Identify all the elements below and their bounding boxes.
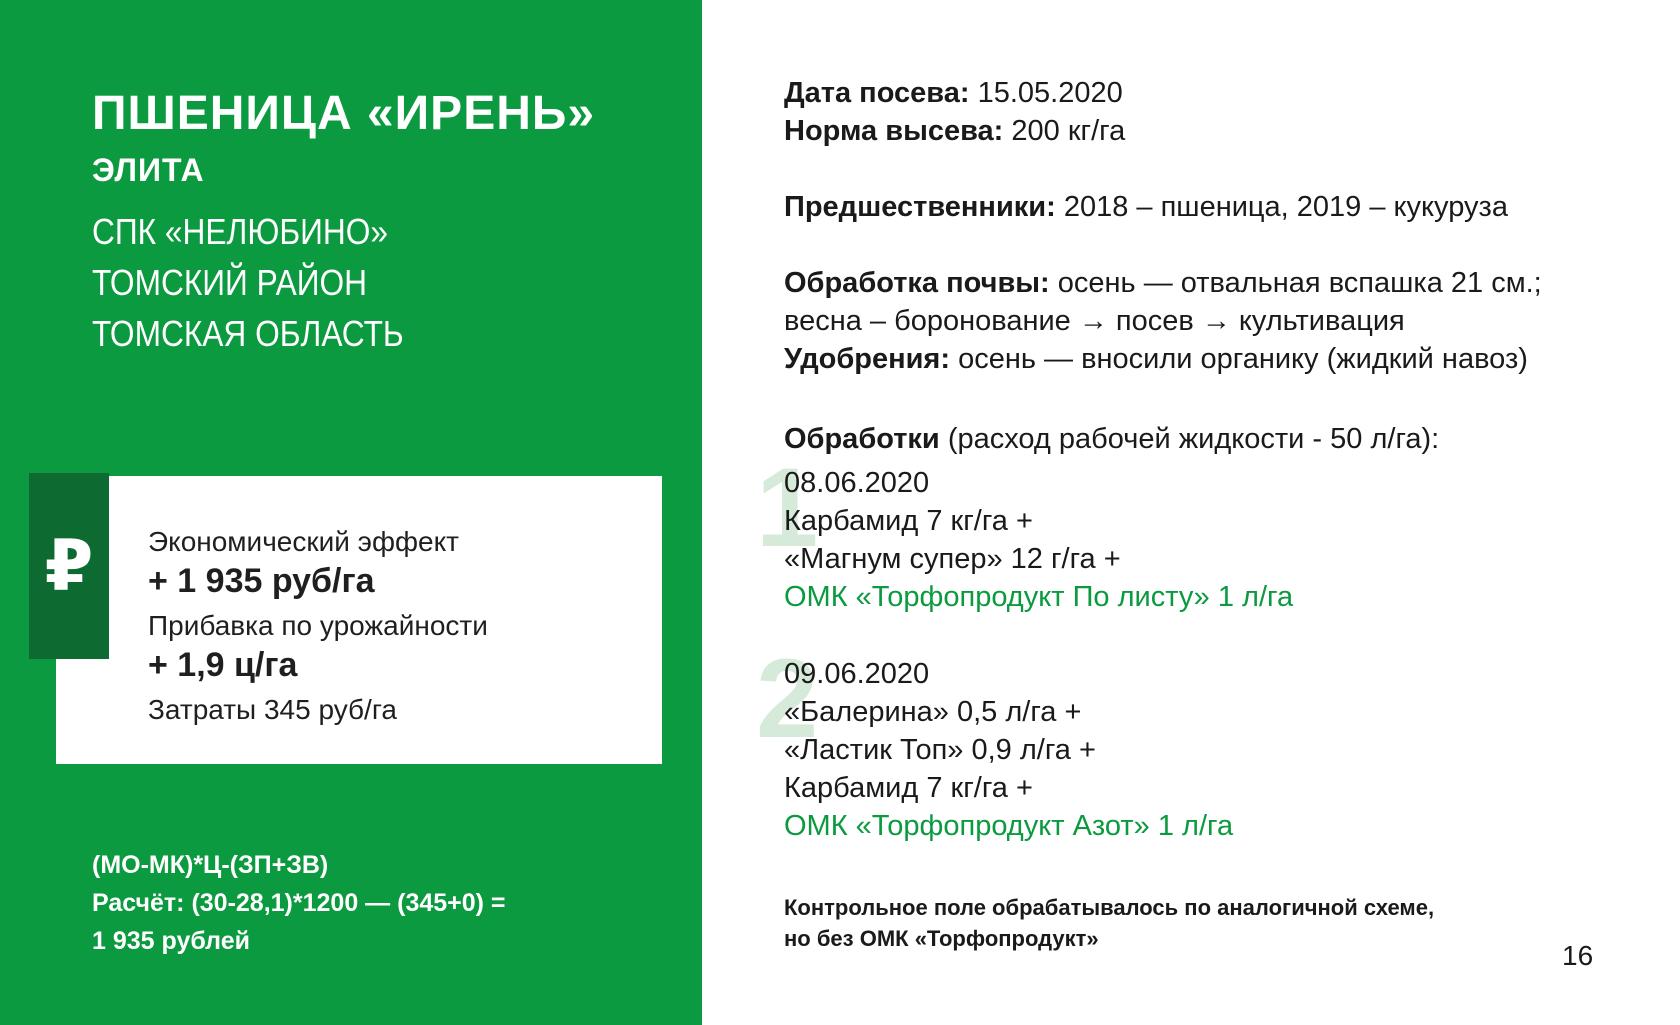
treatments-label: Обработки [784, 423, 940, 455]
predecessors [784, 188, 1644, 226]
step-highlight-product: ОМК «Торфопродукт Азот» 1 л/га [784, 810, 1234, 842]
economic-effect-content [148, 524, 648, 728]
sowing-date [784, 74, 1644, 112]
fertilizers-value: осень — вносили органику (жидкий навоз) [950, 343, 1528, 375]
variety-class: ЭЛИТА [92, 152, 205, 188]
step-date: 08.06.2020 [784, 467, 930, 499]
soil-treatment-value: осень — отвальная вспашка 21 см.; [1049, 267, 1542, 299]
treatment-step-2 [756, 636, 1644, 845]
treatment-step-1 [756, 445, 1644, 616]
seeding-rate-label: Норма высева: [784, 115, 1004, 147]
step-number: 1 [756, 445, 819, 570]
predecessors-value: 2018 – пшеница, 2019 – кукуруза [1055, 191, 1508, 223]
sowing-date-label: Дата посева: [784, 77, 970, 109]
step-date: 09.06.2020 [784, 658, 930, 690]
treatments-value: (расход рабочей жидкости - 50 л/га): [939, 423, 1440, 455]
organization-info [92, 206, 446, 359]
ruble-icon: ₽ [44, 527, 94, 605]
page-title: ПШЕНИЦА «ИРЕНЬ» [92, 87, 596, 140]
predecessors-label: Предшественники: [784, 191, 1056, 223]
treatments-heading [784, 420, 1644, 458]
formula-line: Расчёт: (30-28,1)*1200 — (345+0) = [92, 889, 506, 917]
step-product: Карбамид 7 кг/га + [784, 505, 1033, 537]
formula-line: 1 935 рублей [92, 927, 250, 955]
yield-value: + 1,9 ц/га [148, 646, 298, 684]
seeding-rate [784, 112, 1644, 150]
sowing-date-value: 15.05.2020 [969, 77, 1123, 109]
soil-treatment-spring: весна – боронование → посев → культивация [784, 305, 1405, 337]
cost-text: Затраты 345 руб/га [148, 694, 398, 725]
page-number: 16 [1562, 940, 1594, 971]
soil-treatment-label: Обработка почвы: [784, 267, 1050, 299]
fertilizers [784, 340, 1644, 378]
district-name: ТОМСКИЙ РАЙОН [92, 262, 368, 303]
seeding-rate-value: 200 кг/га [1003, 115, 1126, 147]
note-line: Контрольное поле обрабатывалось по аналогичной схеме, [784, 895, 1435, 920]
soil-treatment [784, 264, 1644, 302]
region-name: ТОМСКАЯ ОБЛАСТЬ [92, 313, 404, 354]
step-product: «Ластик Топ» 0,9 л/га + [784, 734, 1096, 766]
fertilizers-label: Удобрения: [784, 343, 951, 375]
step-product: Карбамид 7 кг/га + [784, 772, 1033, 804]
details-section [756, 74, 1644, 845]
left-panel [0, 0, 702, 1025]
yield-label: Прибавка по урожайности [148, 610, 488, 641]
step-product: «Магнум супер» 12 г/га + [784, 543, 1121, 575]
economic-effect-box [56, 476, 662, 764]
step-product: «Балерина» 0,5 л/га + [784, 696, 1082, 728]
control-field-note [784, 892, 1434, 954]
formula-line: (МО-МК)*Ц-(ЗП+ЗВ) [92, 851, 329, 879]
ruble-badge [29, 473, 109, 659]
calculation-formula [92, 846, 506, 960]
step-number: 2 [756, 636, 819, 761]
organization-name: СПК «НЕЛЮБИНО» [92, 211, 389, 252]
effect-value: + 1 935 руб/га [148, 562, 375, 600]
effect-label: Экономический эффект [148, 526, 459, 557]
note-line: но без ОМК «Торфопродукт» [784, 926, 1099, 951]
step-highlight-product: ОМК «Торфопродукт По листу» 1 л/га [784, 581, 1294, 613]
